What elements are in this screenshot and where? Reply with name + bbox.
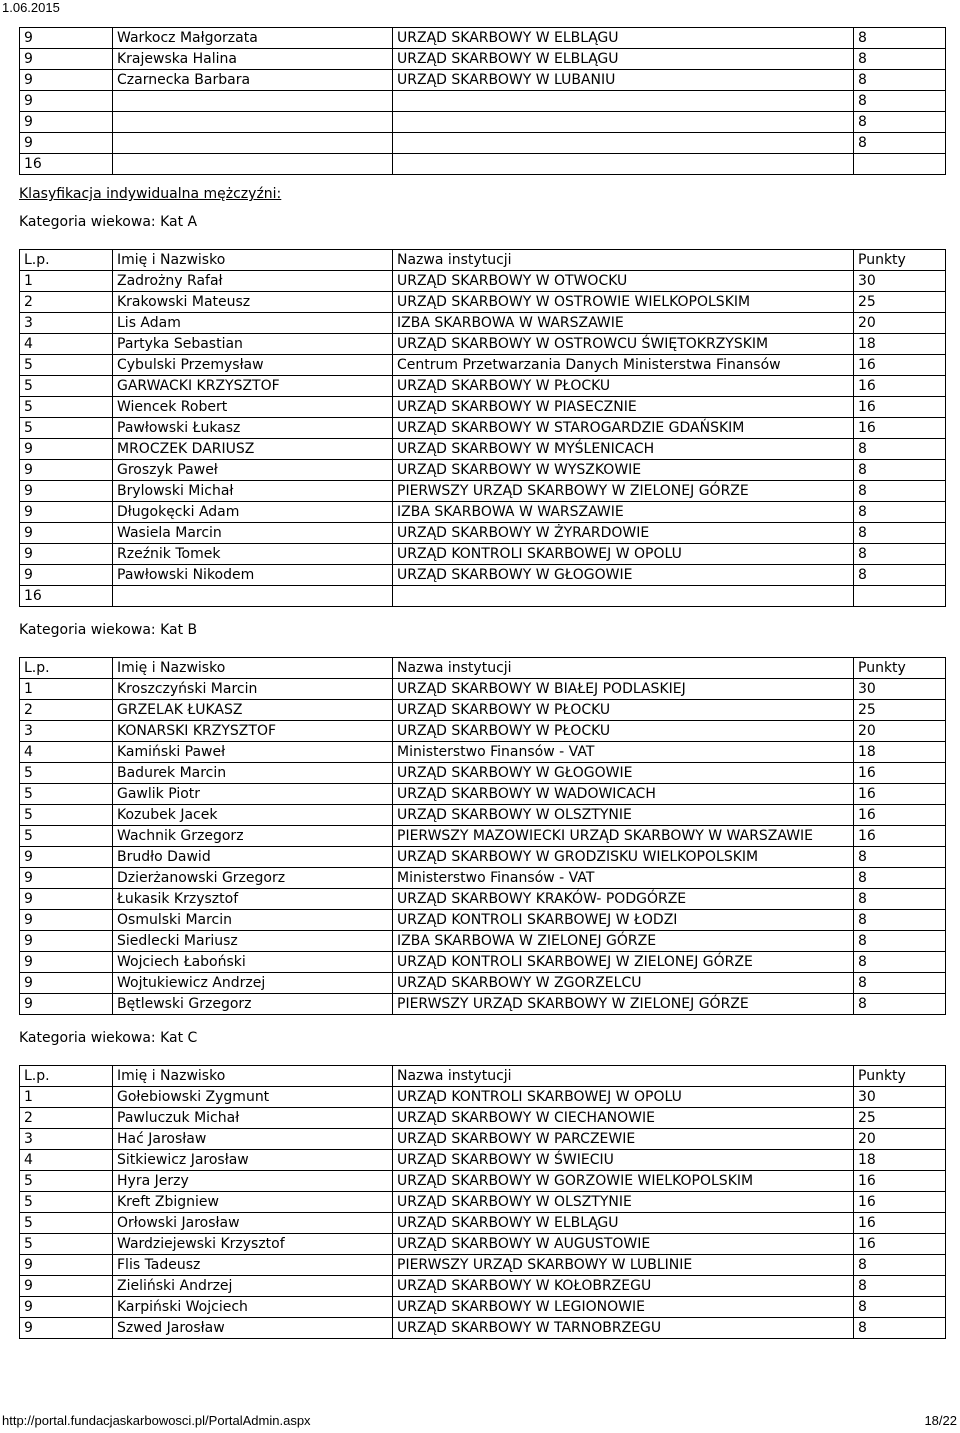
points-cell: 18 [854,1150,946,1171]
institution-cell: URZĄD SKARBOWY W ELBLĄGU [393,49,854,70]
name-cell: Bętlewski Grzegorz [113,994,393,1015]
lp-cell: 3 [20,313,113,334]
name-cell: Flis Tadeusz [113,1255,393,1276]
name-cell: Kreft Zbigniew [113,1192,393,1213]
name-cell: Brudło Dawid [113,847,393,868]
name-cell: Orłowski Jarosław [113,1213,393,1234]
table-row [20,1171,946,1192]
lp-cell: 4 [20,1150,113,1171]
results-content [19,27,945,1339]
points-cell: 16 [854,418,946,439]
table-row [20,910,946,931]
institution-cell: IZBA SKARBOWA W ZIELONEJ GÓRZE [393,931,854,952]
lp-cell: 9 [20,112,113,133]
lp-cell: 9 [20,502,113,523]
table-row [20,28,946,49]
table-row [20,460,946,481]
institution-cell: URZĄD SKARBOWY W OLSZTYNIE [393,805,854,826]
name-cell [113,586,393,607]
lp-cell: 5 [20,1192,113,1213]
category-title: Kategoria wiekowa: Kat C [19,1030,198,1046]
lp-cell: 9 [20,523,113,544]
name-cell: Imię i Nazwisko [113,250,393,271]
lp-cell: 5 [20,1213,113,1234]
points-cell: 8 [854,952,946,973]
institution-cell: URZĄD SKARBOWY W PŁOCKU [393,700,854,721]
points-cell: 16 [854,355,946,376]
table-row [20,91,946,112]
institution-cell: URZĄD SKARBOWY W TARNOBRZEGU [393,1318,854,1339]
institution-cell: URZĄD SKARBOWY W OSTROWIE WIELKOPOLSKIM [393,292,854,313]
lp-cell: 5 [20,397,113,418]
name-cell: Gawlik Piotr [113,784,393,805]
name-cell: Groszyk Paweł [113,460,393,481]
table-row [20,1192,946,1213]
table-row [20,70,946,91]
points-cell: 16 [854,805,946,826]
institution-cell: Nazwa instytucji [393,658,854,679]
table-row [20,133,946,154]
points-cell: 20 [854,721,946,742]
table-row [20,931,946,952]
institution-cell [393,91,854,112]
table-row [20,847,946,868]
institution-cell: URZĄD SKARBOWY W OTWOCKU [393,271,854,292]
lp-cell: 5 [20,784,113,805]
table-header-row [20,1066,946,1087]
points-cell: 18 [854,334,946,355]
lp-cell: 4 [20,334,113,355]
table-row [20,586,946,607]
points-cell: 8 [854,502,946,523]
table-row [20,1276,946,1297]
points-cell: 16 [854,1234,946,1255]
name-cell: Wojciech Łaboński [113,952,393,973]
name-cell: Rzeźnik Tomek [113,544,393,565]
institution-cell: IZBA SKARBOWA W WARSZAWIE [393,502,854,523]
institution-cell: Centrum Przetwarzania Danych Ministerstwa Finansów [393,355,854,376]
lp-cell: 1 [20,1087,113,1108]
points-cell: 8 [854,481,946,502]
institution-cell: URZĄD SKARBOWY W ELBLĄGU [393,1213,854,1234]
points-cell: 8 [854,889,946,910]
name-cell: Lis Adam [113,313,393,334]
name-cell: Wiencek Robert [113,397,393,418]
points-cell: 20 [854,1129,946,1150]
institution-cell: URZĄD SKARBOWY W ELBLĄGU [393,28,854,49]
points-cell: 8 [854,1318,946,1339]
institution-cell: URZĄD SKARBOWY W WADOWICACH [393,784,854,805]
name-cell [113,133,393,154]
institution-cell: URZĄD SKARBOWY W PŁOCKU [393,376,854,397]
table-row [20,700,946,721]
table-row [20,397,946,418]
name-cell: Wasiela Marcin [113,523,393,544]
name-cell: Karpiński Wojciech [113,1297,393,1318]
lp-cell: 9 [20,28,113,49]
lp-cell: 9 [20,49,113,70]
table-row [20,313,946,334]
name-cell [113,91,393,112]
name-cell: Badurek Marcin [113,763,393,784]
name-cell: Kozubek Jacek [113,805,393,826]
category-title: Kategoria wiekowa: Kat B [19,622,198,638]
institution-cell: PIERWSZY URZĄD SKARBOWY W ZIELONEJ GÓRZE [393,994,854,1015]
points-cell: 30 [854,271,946,292]
table-row [20,355,946,376]
table-row [20,112,946,133]
points-cell: 16 [854,1213,946,1234]
institution-cell: URZĄD SKARBOWY KRAKÓW- PODGÓRZE [393,889,854,910]
lp-cell: 9 [20,70,113,91]
points-cell: 8 [854,1255,946,1276]
points-cell: 20 [854,313,946,334]
points-cell: 16 [854,763,946,784]
table-row [20,1234,946,1255]
lp-cell: 9 [20,1318,113,1339]
lp-cell: 4 [20,742,113,763]
points-cell: 16 [854,1192,946,1213]
points-cell: 16 [854,784,946,805]
name-cell: Kamiński Paweł [113,742,393,763]
name-cell: Pawluczuk Michał [113,1108,393,1129]
table-row [20,868,946,889]
institution-cell: URZĄD SKARBOWY W PIASECZNIE [393,397,854,418]
name-cell: Gołebiowski Zygmunt [113,1087,393,1108]
institution-cell: URZĄD SKARBOWY W PŁOCKU [393,721,854,742]
name-cell: Zadrożny Rafał [113,271,393,292]
table-row [20,418,946,439]
institution-cell: PIERWSZY MAZOWIECKI URZĄD SKARBOWY W WARSZAWIE [393,826,854,847]
lp-cell: 9 [20,91,113,112]
institution-cell: URZĄD SKARBOWY W GORZOWIE WIELKOPOLSKIM [393,1171,854,1192]
institution-cell: URZĄD SKARBOWY W OSTROWCU ŚWIĘTOKRZYSKIM [393,334,854,355]
institution-cell [393,154,854,175]
institution-cell [393,112,854,133]
institution-cell: URZĄD SKARBOWY W LEGIONOWIE [393,1297,854,1318]
name-cell: Cybulski Przemysław [113,355,393,376]
points-cell: 8 [854,910,946,931]
institution-cell: URZĄD SKARBOWY W ŻYRARDOWIE [393,523,854,544]
institution-cell: URZĄD SKARBOWY W WYSZKOWIE [393,460,854,481]
name-cell: Hyra Jerzy [113,1171,393,1192]
institution-cell [393,586,854,607]
points-cell: 8 [854,565,946,586]
name-cell: Wardziejewski Krzysztof [113,1234,393,1255]
category-title: Kategoria wiekowa: Kat A [19,214,198,230]
lp-cell: 9 [20,1276,113,1297]
table-row [20,1087,946,1108]
institution-cell: URZĄD SKARBOWY W MYŚLENICACH [393,439,854,460]
table-row [20,1213,946,1234]
institution-cell: URZĄD SKARBOWY W KOŁOBRZEGU [393,1276,854,1297]
institution-cell: URZĄD SKARBOWY W LUBANIU [393,70,854,91]
category-results-table [19,1065,946,1339]
institution-cell: URZĄD KONTROLI SKARBOWEJ W OPOLU [393,1087,854,1108]
lp-cell: 5 [20,826,113,847]
points-cell: 8 [854,1297,946,1318]
institution-cell: URZĄD SKARBOWY W GŁOGOWIE [393,565,854,586]
name-cell: GARWACKI KRZYSZTOF [113,376,393,397]
points-cell [854,586,946,607]
points-cell: Punkty [854,250,946,271]
lp-cell: 9 [20,133,113,154]
points-cell: 8 [854,28,946,49]
institution-cell: PIERWSZY URZĄD SKARBOWY W LUBLINIE [393,1255,854,1276]
institution-cell: Nazwa instytucji [393,1066,854,1087]
table-row [20,805,946,826]
points-cell: 8 [854,868,946,889]
points-cell: 8 [854,544,946,565]
lp-cell: 16 [20,154,113,175]
name-cell: Brylowski Michał [113,481,393,502]
institution-cell: URZĄD KONTROLI SKARBOWEJ W ZIELONEJ GÓRZE [393,952,854,973]
lp-cell: 5 [20,376,113,397]
points-cell: 25 [854,1108,946,1129]
lp-cell: L.p. [20,658,113,679]
name-cell: Wachnik Grzegorz [113,826,393,847]
print-date: 1.06.2015 [2,0,60,15]
name-cell: Krajewska Halina [113,49,393,70]
lp-cell: 3 [20,721,113,742]
table-row [20,784,946,805]
lp-cell: 2 [20,700,113,721]
points-cell: 16 [854,1171,946,1192]
lp-cell: 9 [20,889,113,910]
lp-cell: 9 [20,952,113,973]
points-cell: 16 [854,826,946,847]
name-cell: Pawłowski Nikodem [113,565,393,586]
table-row [20,376,946,397]
table-row [20,1108,946,1129]
institution-cell: URZĄD KONTROLI SKARBOWEJ W OPOLU [393,544,854,565]
table-row [20,1318,946,1339]
name-cell: Siedlecki Mariusz [113,931,393,952]
page-number: 18/22 [924,1413,957,1428]
table-header-row [20,250,946,271]
table-row [20,973,946,994]
table-row [20,889,946,910]
lp-cell: 9 [20,910,113,931]
top-results-table [19,27,946,175]
name-cell [113,154,393,175]
lp-cell: 5 [20,418,113,439]
name-cell: Długokęcki Adam [113,502,393,523]
lp-cell: 9 [20,973,113,994]
table-row [20,679,946,700]
institution-cell: URZĄD SKARBOWY W ŚWIECIU [393,1150,854,1171]
points-cell: 18 [854,742,946,763]
institution-cell: PIERWSZY URZĄD SKARBOWY W ZIELONEJ GÓRZE [393,481,854,502]
table-row [20,292,946,313]
lp-cell: 9 [20,994,113,1015]
name-cell: Warkocz Małgorzata [113,28,393,49]
institution-cell: URZĄD SKARBOWY W STAROGARDZIE GDAŃSKIM [393,418,854,439]
lp-cell: 1 [20,271,113,292]
table-row [20,1297,946,1318]
lp-cell: 16 [20,586,113,607]
table-row [20,271,946,292]
points-cell: 16 [854,397,946,418]
lp-cell: 9 [20,565,113,586]
lp-cell: 2 [20,1108,113,1129]
table-row [20,154,946,175]
section-title: Klasyfikacja indywidualna mężczyźni: [19,186,282,202]
institution-cell: URZĄD SKARBOWY W PARCZEWIE [393,1129,854,1150]
table-row [20,334,946,355]
name-cell: Osmulski Marcin [113,910,393,931]
points-cell: 30 [854,679,946,700]
name-cell: Imię i Nazwisko [113,658,393,679]
table-row [20,952,946,973]
table-row [20,994,946,1015]
lp-cell: 9 [20,481,113,502]
table-row [20,439,946,460]
points-cell: 8 [854,1276,946,1297]
lp-cell: 9 [20,460,113,481]
lp-cell: 5 [20,1171,113,1192]
lp-cell: 5 [20,805,113,826]
lp-cell: 3 [20,1129,113,1150]
institution-cell: URZĄD SKARBOWY W OLSZTYNIE [393,1192,854,1213]
institution-cell: URZĄD SKARBOWY W ZGORZELCU [393,973,854,994]
points-cell: 30 [854,1087,946,1108]
institution-cell: URZĄD SKARBOWY W GRODZISKU WIELKOPOLSKIM [393,847,854,868]
table-row [20,826,946,847]
lp-cell: 9 [20,439,113,460]
institution-cell: URZĄD SKARBOWY W CIECHANOWIE [393,1108,854,1129]
points-cell: 25 [854,700,946,721]
table-row [20,1129,946,1150]
lp-cell: 5 [20,763,113,784]
points-cell: 8 [854,70,946,91]
name-cell: GRZELAK ŁUKASZ [113,700,393,721]
name-cell: Hać Jarosław [113,1129,393,1150]
lp-cell: 9 [20,544,113,565]
print-footer [2,1413,957,1428]
institution-cell: IZBA SKARBOWA W WARSZAWIE [393,313,854,334]
lp-cell: 9 [20,931,113,952]
points-cell: 8 [854,49,946,70]
table-row [20,523,946,544]
institution-cell: Ministerstwo Finansów - VAT [393,868,854,889]
lp-cell: 9 [20,868,113,889]
table-row [20,49,946,70]
page-url: http://portal.fundacjaskarbowosci.pl/PortalAdmin.aspx [2,1413,311,1428]
table-header-row [20,658,946,679]
lp-cell: L.p. [20,1066,113,1087]
name-cell: Zieliński Andrzej [113,1276,393,1297]
name-cell: Sitkiewicz Jarosław [113,1150,393,1171]
table-row [20,763,946,784]
table-row [20,742,946,763]
name-cell: Łukasik Krzysztof [113,889,393,910]
lp-cell: 9 [20,1297,113,1318]
points-cell: Punkty [854,1066,946,1087]
table-row [20,481,946,502]
lp-cell: 5 [20,355,113,376]
institution-cell: Ministerstwo Finansów - VAT [393,742,854,763]
name-cell: Szwed Jarosław [113,1318,393,1339]
points-cell: 25 [854,292,946,313]
points-cell: 8 [854,460,946,481]
name-cell: Partyka Sebastian [113,334,393,355]
lp-cell: 2 [20,292,113,313]
name-cell: Pawłowski Łukasz [113,418,393,439]
points-cell: 8 [854,112,946,133]
institution-cell: URZĄD SKARBOWY W GŁOGOWIE [393,763,854,784]
table-row [20,1255,946,1276]
name-cell: Kroszczyński Marcin [113,679,393,700]
name-cell: Wojtukiewicz Andrzej [113,973,393,994]
lp-cell: 5 [20,1234,113,1255]
institution-cell [393,133,854,154]
lp-cell: 1 [20,679,113,700]
lp-cell: 9 [20,1255,113,1276]
points-cell: 8 [854,439,946,460]
points-cell: Punkty [854,658,946,679]
name-cell: Krakowski Mateusz [113,292,393,313]
name-cell: KONARSKI KRZYSZTOF [113,721,393,742]
name-cell: MROCZEK DARIUSZ [113,439,393,460]
points-cell: 8 [854,973,946,994]
points-cell: 8 [854,994,946,1015]
lp-cell: L.p. [20,250,113,271]
points-cell [854,154,946,175]
institution-cell: URZĄD SKARBOWY W AUGUSTOWIE [393,1234,854,1255]
points-cell: 8 [854,133,946,154]
name-cell: Imię i Nazwisko [113,1066,393,1087]
name-cell: Dzierżanowski Grzegorz [113,868,393,889]
lp-cell: 9 [20,847,113,868]
institution-cell: Nazwa instytucji [393,250,854,271]
table-row [20,721,946,742]
institution-cell: URZĄD KONTROLI SKARBOWEJ W ŁODZI [393,910,854,931]
institution-cell: URZĄD SKARBOWY W BIAŁEJ PODLASKIEJ [393,679,854,700]
table-row [20,544,946,565]
table-row [20,1150,946,1171]
table-row [20,565,946,586]
name-cell [113,112,393,133]
points-cell: 8 [854,91,946,112]
points-cell: 8 [854,931,946,952]
points-cell: 8 [854,847,946,868]
category-results-table [19,657,946,1015]
points-cell: 8 [854,523,946,544]
points-cell: 16 [854,376,946,397]
table-row [20,502,946,523]
name-cell: Czarnecka Barbara [113,70,393,91]
category-results-table [19,249,946,607]
